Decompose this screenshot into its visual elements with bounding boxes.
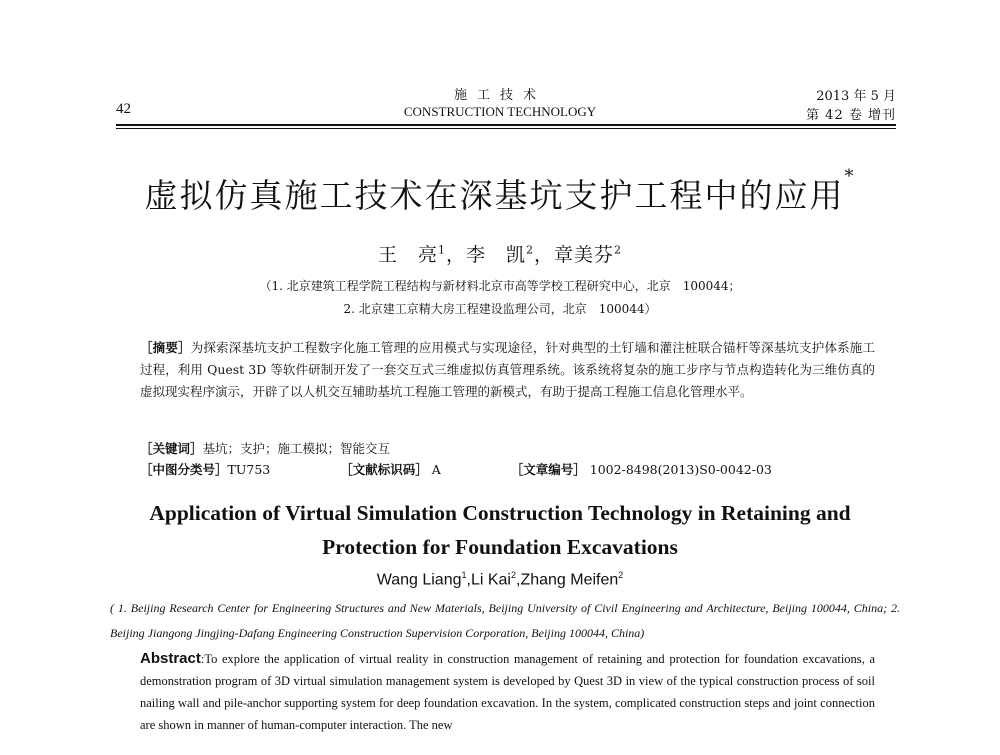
abstract-cn-label: ［摘要］ [140, 340, 191, 355]
issue-date: 2013 年 5 月 [816, 89, 896, 104]
author-separator: ， [534, 244, 555, 266]
keywords-text: 基坑；支护；施工模拟；智能交互 [202, 441, 391, 456]
author-name: Zhang Meifen [520, 571, 619, 589]
classification-line [140, 459, 875, 481]
article-no-label: ［文章编号］ [510, 462, 586, 477]
affiliation-cn-1: （1. 北京建筑工程学院工程结构与新材料北京市高等学校工程研究中心，北京 100044； [259, 279, 741, 293]
abstract-en [140, 648, 875, 736]
author-affil-mark: 2 [618, 570, 624, 580]
author-affil-mark: 1 [437, 243, 446, 257]
author-affil-mark: 2 [614, 243, 623, 257]
author-affil-mark: 1 [461, 570, 467, 580]
author-separator: , [466, 571, 471, 589]
article-title-en: Application of Virtual Simulation Construction Technology in Retaining and Protection for Foundation Excavations [149, 501, 851, 559]
article-title-cn [0, 166, 1000, 217]
journal-name-cn: 施工技术 [453, 88, 546, 103]
author-affil-mark: 2 [510, 570, 516, 580]
author-separator: ， [445, 244, 466, 266]
authors-cn [0, 240, 1000, 267]
author-name: 章美芬 [554, 244, 615, 266]
keywords-cn [140, 438, 875, 460]
clc-value: TU753 [227, 462, 271, 477]
header-rule-thin [116, 128, 896, 129]
author-name: Li Kai [470, 571, 511, 589]
abstract-en-text: To explore the application of virtual reality in construction management of retaining and protection for foundation excavations, a demonstration program of 3D virtual simulation management system is developed by Quest 3D in view of the typical construction process of soil nailing wall and pile-anchor supporting system for deep foundation excavation. In the system, complicated construction steps and joint connection are shown in manner of human-computer interaction. The new [140, 652, 875, 732]
doc-code-label: ［文献标识码］ [340, 462, 428, 477]
abstract-cn [140, 337, 875, 403]
title-text: 虚拟仿真施工技术在深基坑支护工程中的应用 [144, 176, 845, 215]
affiliation-cn-2: 2. 北京建工京精大房工程建设监理公司，北京 100044） [343, 302, 657, 316]
keywords-label: ［关键词］ [140, 441, 203, 456]
abstract-cn-text: 为探索深基坑支护工程数字化施工管理的应用模式与实现途径，针对典型的土钉墙和灌注桩联合锚杆等深基坑支护体系施工过程，利用 Quest 3D 等软件研制开发了一套交互式三维虚拟仿真管理系统。该系统将复杂的施工步序与节点构造转化为三维仿真的虚拟现实程序演示，开辟了以人机交互辅助基坑工程施工管理的新模式，有助于提高工程施工信息化管理水平。 [140, 340, 875, 399]
author-separator: , [516, 571, 521, 589]
author-name: Wang Liang [376, 571, 462, 589]
title-footnote-mark: * [844, 166, 856, 187]
affiliations-en: ( 1. Beijing Research Center for Engineering Structures and New Materials, Beijing University of Civil Engineering and Architecture, Beijing 100044, China; 2. Beijing Jiangong Jingjing-Dafang Engineering Construction Supervision Corporation, Beijing 100044, China) [110, 601, 900, 640]
author-affil-mark: 2 [526, 243, 534, 257]
abstract-en-label: Abstract [140, 650, 201, 667]
authors-en [0, 570, 1000, 589]
author-name: 王 亮 [377, 244, 438, 266]
journal-name-en: CONSTRUCTION TECHNOLOGY [403, 104, 597, 119]
author-name: 李 凯 [465, 244, 526, 266]
doc-code-value: A [431, 462, 441, 477]
issue-volume: 第 42 卷 增刊 [806, 108, 896, 123]
abstract-en-colon: : [200, 652, 205, 666]
article-no-value: 1002-8498(2013)S0-0042-03 [589, 462, 772, 477]
header-rule-thick [116, 124, 896, 126]
clc-label: ［中图分类号］ [140, 462, 228, 477]
page-number: 42 [116, 101, 131, 117]
